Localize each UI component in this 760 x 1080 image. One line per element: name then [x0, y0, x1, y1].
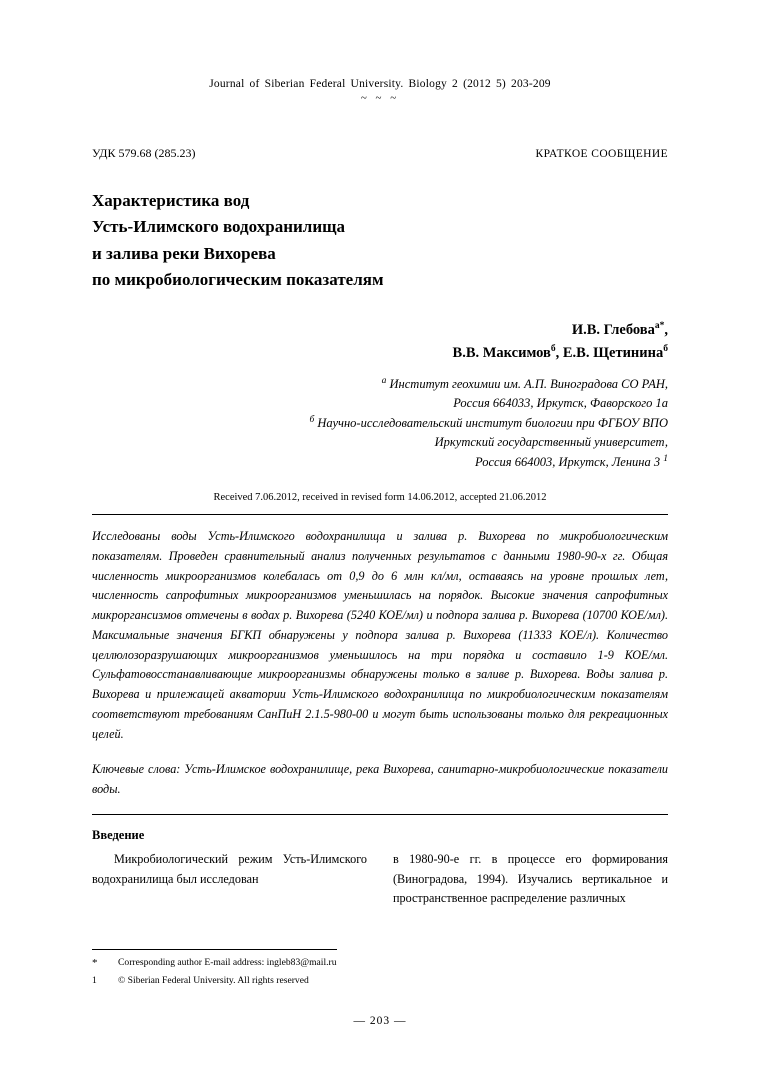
affiliations: [92, 374, 668, 472]
author-name-3: , Е.В. Щетинина: [555, 344, 664, 361]
author-line-1: [92, 319, 668, 342]
author-name-1: И.В. Глебова: [571, 322, 655, 339]
divider-bottom: [92, 814, 668, 815]
footnote-text-1: Corresponding author E-mail address: ingleb83@mail.ru: [118, 957, 337, 968]
author-name-2: В.В. Максимов: [452, 344, 551, 361]
journal-running-head: Journal of Siberian Federal University. Biology 2 (2012 5) 203-209: [209, 78, 551, 90]
keywords-text: Ключевые слова: Усть-Илимское водохранилище, река Вихорева, санитарно-микробиологические показатели воды.: [92, 762, 668, 797]
affiliation-b-line-1: [92, 413, 668, 433]
title-line-3: и залива реки Вихорева: [92, 243, 276, 263]
title-line-1: Характеристика вод: [92, 191, 250, 210]
footnote-mark-1: *: [92, 957, 98, 969]
intro-paragraph-right: в 1980-90-е гг. в процессе его формирования (Виноградова, 1994). Изучались вертикальное и пространственное распределение различных: [393, 851, 668, 906]
article-type-label: КРАТКОЕ СООБЩЕНИЕ: [535, 148, 668, 160]
footnotes: [92, 955, 512, 988]
body-column-right: [393, 828, 668, 909]
author-2-affiliation-mark: б: [550, 343, 556, 354]
affiliation-b-text-3: Россия 664003, Иркутск, Ленина 3: [475, 455, 661, 469]
author-1-affiliation-mark: а*: [654, 321, 665, 332]
section-heading-introduction: Введение: [92, 827, 145, 842]
body-column-left: [92, 828, 367, 909]
title-line-4: по микробиологическим показателям: [92, 270, 384, 290]
author-line-2: [92, 342, 668, 365]
affiliation-b-line-2: Иркутский государственный университет,: [434, 434, 668, 449]
affiliation-footnote-mark: 1: [663, 453, 668, 464]
udk-code: УДК 579.68 (285.23): [92, 146, 196, 160]
affiliation-b-text-1: Научно-исследовательский институт биологии при ФГБОУ ВПО: [317, 415, 668, 430]
affiliation-a-line-2: Россия 664033, Иркутск, Фаворского 1а: [453, 395, 668, 410]
affiliation-a-line-1: [92, 374, 668, 394]
page-number: — 203 —: [353, 1015, 407, 1027]
author-3-affiliation-mark: б: [663, 343, 668, 354]
footnote-row-2: [92, 973, 512, 989]
abstract-text: Исследованы воды Усть-Илимского водохранилища и залива р. Вихорева по микробиологическим показателям. Проведен сравнительный анализ полученных результатов с данными 1980-90-х гг. Общая численность микроорганизмов колебалась от 0,9 до 6 млн кл/мл, оставаясь на уровне прошлых лет, численность сапрофитных микроорганизмов уменьшилась на порядок. Высокие значения сапрофитных микроргансизмов отмечены в водах р. Вихорева (5240 КОЕ/мл) и подпора залива р. Вихорева (10700 КОЕ/мл). Максимальные значения БГКП обнаружены у подпора залива р. Вихорева (11333 КОЕ/л). Количество целлюлозоразрушающих микроорганизмов уменьшилось на три порядка и составило 1-9 КОЕ/мл. Сульфатовосстанавливающие микроорганизмы обнаружены только в заливе р. Вихорева. Воды залива р. Вихорева и прилежащей акватории Усть-Илимского водохранилища по микробиологическим показателям соответствуют требованиям СанПиН 2.1.5-980-00 и могут быть использованы только для рекреационных целей.: [92, 529, 668, 741]
affiliation-a-mark: а: [381, 375, 387, 386]
footnote-divider: [92, 949, 337, 950]
body-columns: [92, 828, 668, 909]
page-title: [92, 188, 668, 293]
affiliation-b-line-3: [92, 452, 668, 472]
intro-paragraph-left: Микробиологический режим Усть-Илимского водохранилища был исследован: [92, 851, 367, 886]
affiliation-b-mark: б: [309, 414, 315, 425]
ornament-divider: ~ ~ ~: [360, 92, 400, 104]
footnote-text-2: © Siberian Federal University. All rights reserved: [118, 974, 309, 986]
author-line-1-punct: ,: [664, 322, 668, 339]
udk-row: [92, 146, 668, 161]
title-line-2: Усть-Илимского водохранилища: [92, 217, 345, 237]
author-list: [92, 319, 668, 364]
divider-top: [92, 514, 668, 515]
footnote-row-1: [92, 955, 512, 973]
footnote-mark-2: 1: [92, 974, 97, 986]
received-dates: Received 7.06.2012, received in revised form 14.06.2012, accepted 21.06.2012: [213, 492, 547, 503]
affiliation-a-text-1: Институт геохимии им. А.П. Виноградова СО РАН,: [389, 376, 668, 391]
